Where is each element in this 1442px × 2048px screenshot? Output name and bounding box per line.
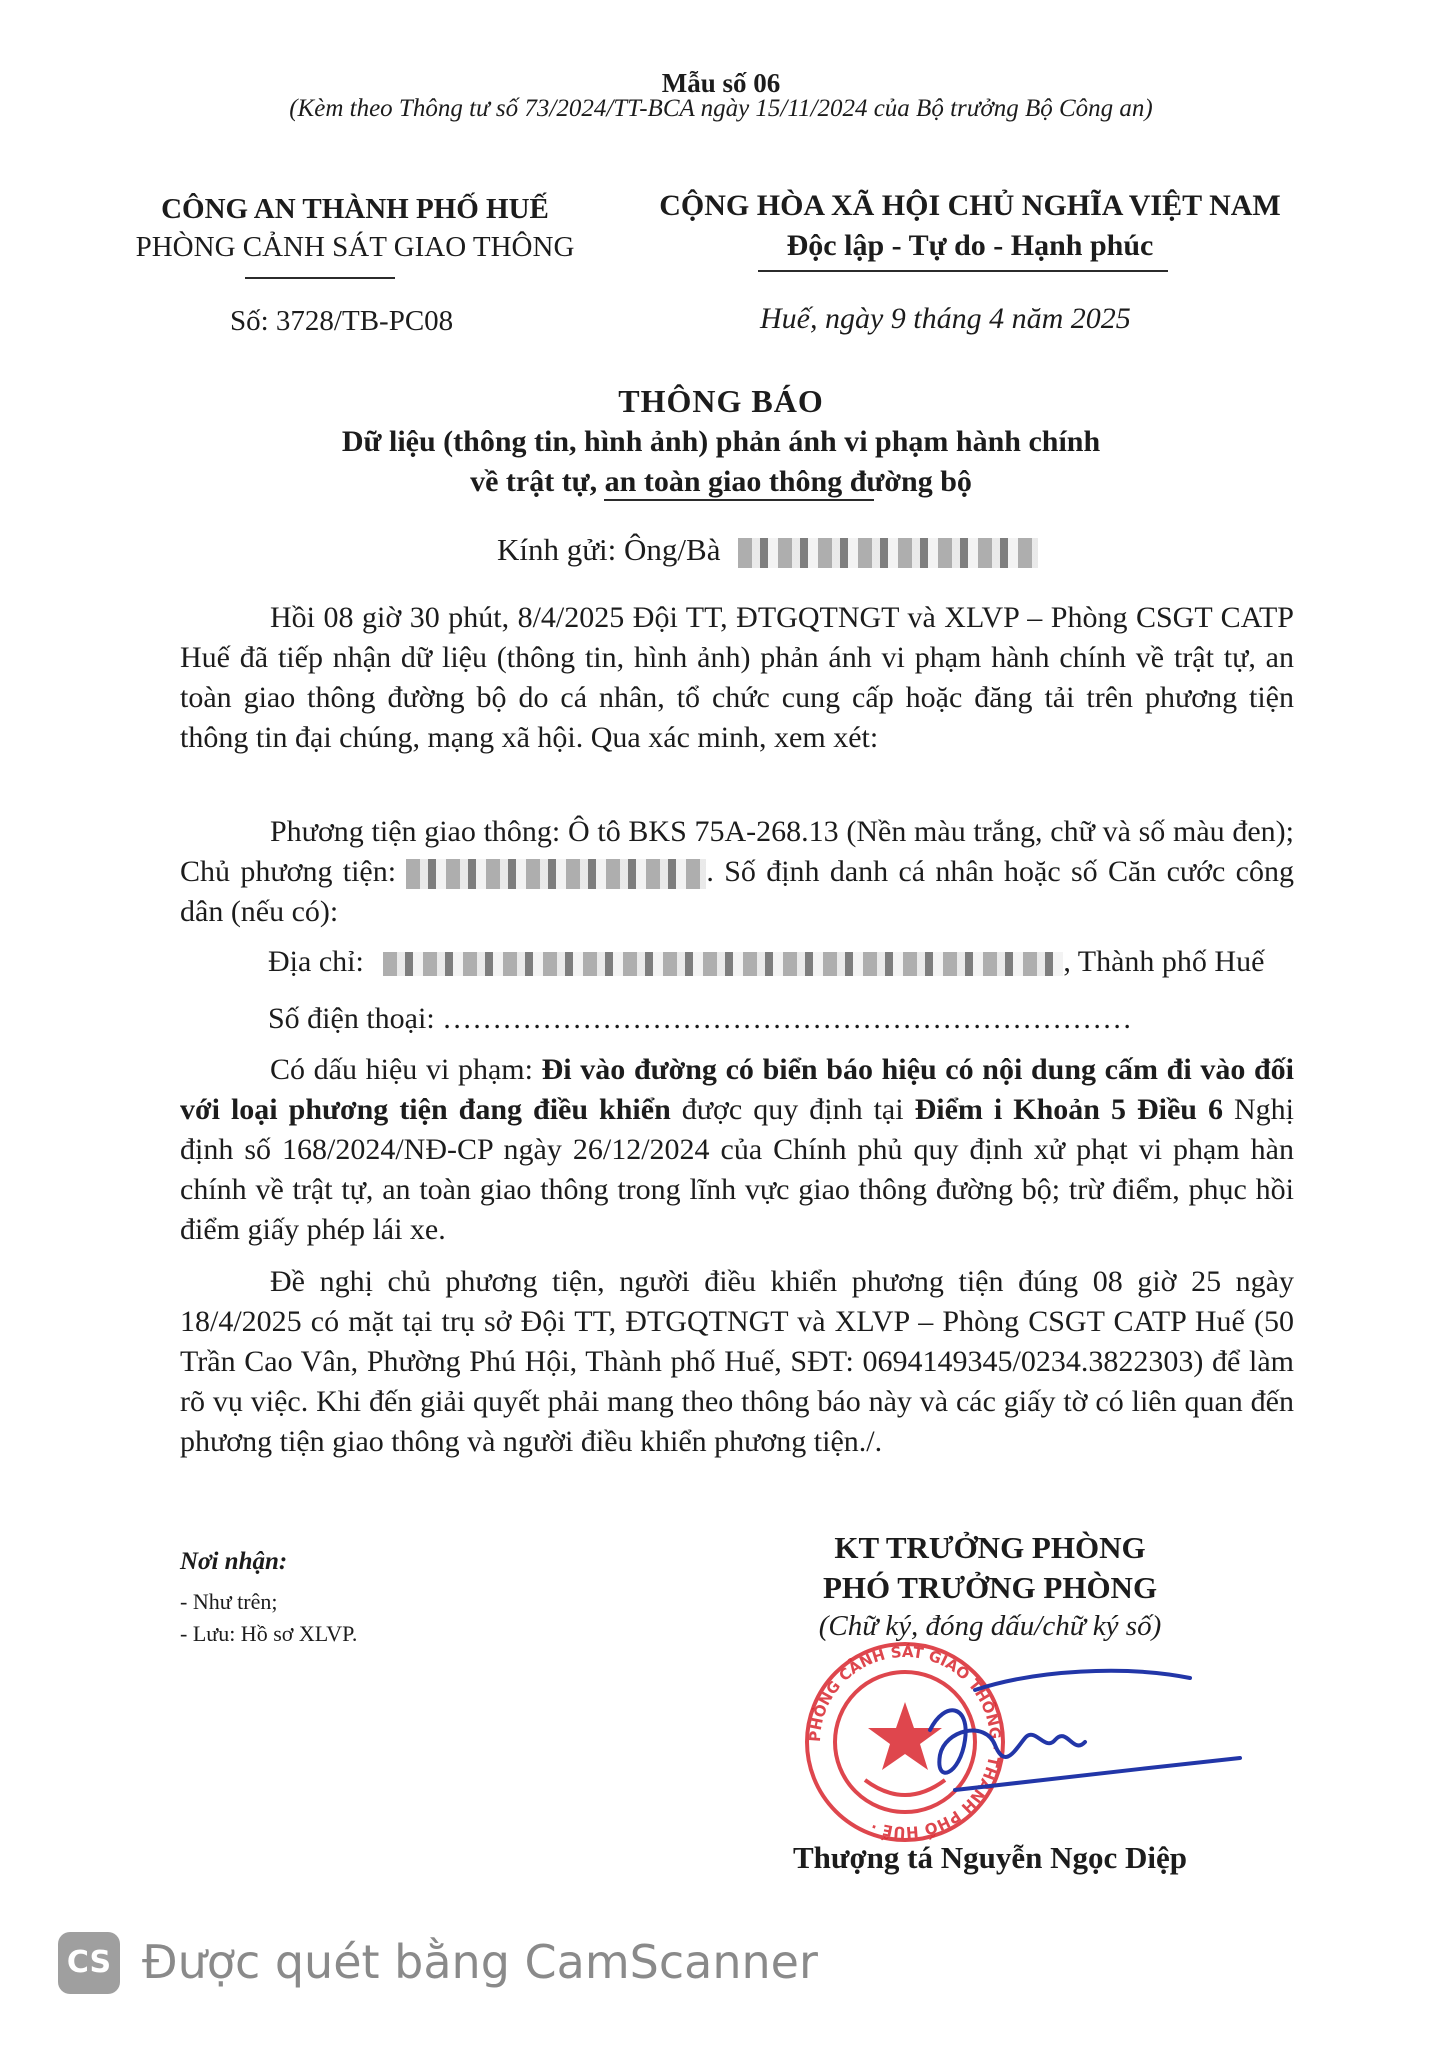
place-date: Huế, ngày 9 tháng 4 năm 2025 bbox=[760, 302, 1131, 335]
violation-tail: Nghị định số 168/2024/NĐ-CP ngày 26/12/2024 của Chính phủ quy định xử phạt vi phạm hàn chính về trật tự, an toàn giao thông trong lĩnh vực giao thông đường bộ; trừ điểm, phục hồi điểm giấy phép lái xe. bbox=[180, 1093, 1294, 1246]
recipient-line bbox=[497, 532, 1038, 568]
violation-mid: được quy định tại bbox=[670, 1093, 915, 1126]
signer-name: Thượng tá Nguyễn Ngọc Diệp bbox=[792, 1840, 1188, 1875]
country-name: CỘNG HÒA XÃ HỘI CHỦ NGHĨA VIỆT NAM bbox=[659, 189, 1281, 222]
vehicle-text bbox=[180, 812, 1294, 932]
recipients-title: Nơi nhận: bbox=[180, 1548, 288, 1575]
paragraph-intro bbox=[180, 598, 1294, 758]
address-tail: , Thành phố Huế bbox=[1063, 945, 1265, 978]
violation-lead: Có dấu hiệu vi phạm: bbox=[270, 1053, 542, 1086]
agency-name: CÔNG AN THÀNH PHỐ HUẾ bbox=[161, 193, 549, 225]
seal-text: PHÒNG CẢNH SÁT GIAO THÔNG · THÀNH PHỐ HUẾ · bbox=[805, 1642, 1005, 1842]
recipient-item: - Lưu: Hồ sơ XLVP. bbox=[180, 1621, 358, 1646]
signature-icon bbox=[915, 1660, 1245, 1810]
subject-line-2: về trật tự, an toàn giao thông đường bộ bbox=[470, 465, 972, 498]
violation-description: Đi vào đường có biển báo hiệu có nội dung cấm đi vào đối với loại phương tiện đang điều khiển bbox=[180, 1053, 1295, 1126]
form-number: Mẫu số 06 bbox=[661, 68, 781, 98]
agency-underline bbox=[245, 277, 395, 279]
phone-placeholder: …………………………………………………………… bbox=[442, 1002, 1133, 1035]
vehicle-text-a: Phương tiện giao thông: Ô tô BKS 75A-268.13 (Nền màu trắng, chữ và số màu đen); Chủ phương tiện: bbox=[180, 815, 1294, 888]
subject-underline bbox=[604, 499, 874, 501]
intro-text: Hồi 08 giờ 30 phút, 8/4/2025 Đội TT, ĐTGQTNGT và XLVP – Phòng CSGT CATP Huế đã tiếp nhận dữ liệu (thông tin, hình ảnh) phản ánh vi phạm hành chính về trật tự, an toàn giao thông đường bộ do cá nhân, tổ chức cung cấp hoặc đăng tải trên phương tiện thông tin đại chúng, mạng xã hội. Qua xác minh, xem xét: bbox=[180, 601, 1294, 754]
signer-title-2: PHÓ TRƯỞNG PHÒNG bbox=[822, 1570, 1158, 1605]
signer-title-1: KT TRƯỞNG PHÒNG bbox=[834, 1530, 1146, 1565]
request-text: Đề nghị chủ phương tiện, người điều khiển phương tiện đúng 08 giờ 25 ngày 18/4/2025 có mặt tại trụ sở Đội TT, ĐTGQTNGT và XLVP – Phòng CSGT CATP Huế (50 Trần Cao Vân, Phường Phú Hội, Thành phố Huế, SĐT: 0694149345/0234.3822303) để làm rõ vụ việc. Khi đến giải quyết phải mang theo thông báo này và các giấy tờ có liên quan đến phương tiện giao thông và người điều khiển phương tiện./. bbox=[180, 1265, 1294, 1458]
phone-label: Số điện thoại: bbox=[268, 1002, 435, 1035]
document-title: THÔNG BÁO bbox=[618, 383, 824, 419]
form-reference: (Kèm theo Thông tư số 73/2024/TT-BCA ngày 15/11/2024 của Bộ trưởng Bộ Công an) bbox=[289, 95, 1153, 122]
national-header bbox=[620, 186, 1320, 266]
redacted-address bbox=[383, 952, 1063, 976]
paragraph-vehicle bbox=[180, 812, 1294, 932]
violation-text bbox=[180, 1050, 1294, 1250]
recipients-list bbox=[180, 1586, 357, 1650]
redacted-name bbox=[738, 538, 1038, 568]
address-line bbox=[268, 945, 1264, 979]
signature-note: (Chữ ký, đóng dấu/chữ ký số) bbox=[818, 1610, 1162, 1642]
violation-clause: Điểm i Khoản 5 Điều 6 bbox=[914, 1093, 1223, 1126]
camscanner-logo-icon: CS bbox=[58, 1932, 120, 1994]
vehicle-text-b: . Số định danh cá nhân hoặc số Căn cước công dân (nếu có): bbox=[180, 855, 1294, 928]
paragraph-violation bbox=[180, 1050, 1294, 1250]
document-number: Số: 3728/TB-PC08 bbox=[230, 305, 454, 337]
salutation: Kính gửi: Ông/Bà bbox=[497, 532, 721, 567]
department-name: PHÒNG CẢNH SÁT GIAO THÔNG bbox=[135, 231, 575, 263]
motto-underline bbox=[758, 270, 1168, 272]
phone-line bbox=[268, 1002, 1132, 1036]
recipient-item: - Như trên; bbox=[180, 1589, 278, 1614]
redacted-owner bbox=[406, 859, 706, 889]
camscanner-watermark: Được quét bằng CamScanner bbox=[142, 1935, 818, 1989]
issuing-agency bbox=[95, 190, 615, 266]
paragraph-request bbox=[180, 1262, 1294, 1462]
subject-line-1: Dữ liệu (thông tin, hình ảnh) phản ánh vi phạm hành chính bbox=[341, 425, 1101, 458]
national-motto: Độc lập - Tự do - Hạnh phúc bbox=[786, 229, 1154, 262]
address-label: Địa chỉ: bbox=[268, 945, 364, 978]
